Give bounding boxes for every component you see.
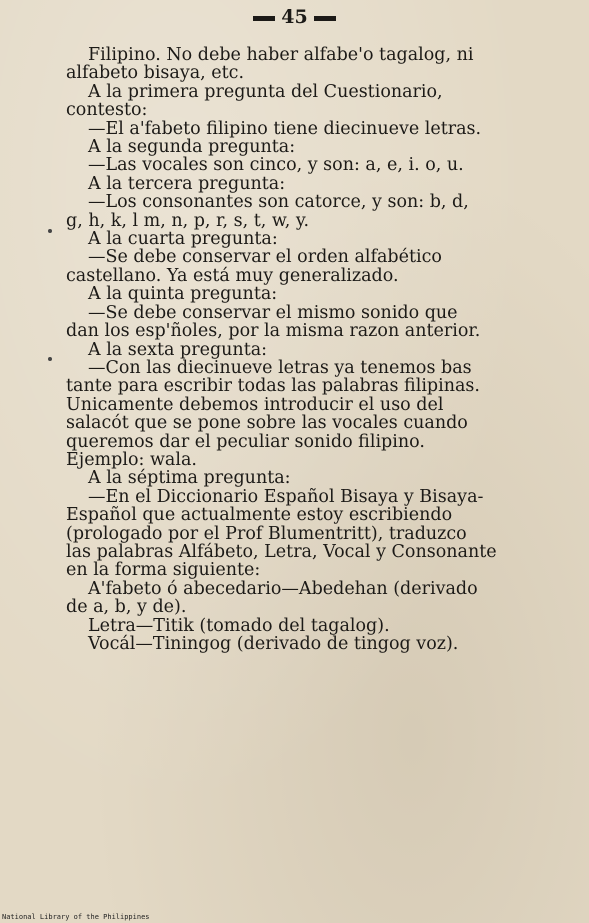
text-line: A la sexta pregunta: (88, 339, 268, 360)
text-line: Español que actualmente estoy escribiendo (66, 505, 453, 526)
text-line: A la primera pregunta del Cuestionario, (88, 81, 443, 102)
text-line: alfabeto bisaya, etc. (66, 63, 245, 84)
text-line: A la cuarta pregunta: (88, 229, 278, 250)
page-body (66, 46, 518, 653)
text-line: —Se debe conservar el mismo sonido que (88, 302, 458, 323)
margin-mark (48, 229, 52, 233)
library-credit: National Library of the Philippines (2, 913, 150, 921)
page-number: 45 (281, 6, 308, 28)
text-line: A la quinta pregunta: (88, 284, 278, 305)
text-line: —En el Diccionario Español Bisaya y Bisaya- (88, 486, 484, 507)
text-line: las palabras Alfábeto, Letra, Vocal y Consonante (66, 541, 497, 562)
text-line: Ejemplo: wala. (66, 449, 197, 470)
text-line: Unicamente debemos introducir el uso del (66, 394, 444, 415)
header-dash-left (253, 16, 275, 21)
margin-mark (48, 357, 52, 361)
page-header (0, 6, 589, 28)
text-line: dan los esp'ñoles, por la misma razon anterior. (66, 321, 481, 342)
text-line: —Los consonantes son catorce, y son: b, d, (88, 192, 469, 213)
text-line: —Se debe conservar el orden alfabético (88, 247, 442, 268)
text-line: Letra—Titik (tomado del tagalog). (88, 615, 390, 636)
text-line: Vocál—Tiningog (derivado de tingog voz). (88, 634, 459, 654)
text-line: tante para escribir todas las palabras filipinas. (66, 376, 480, 397)
text-line: salacót que se pone sobre las vocales cuando (66, 413, 468, 434)
text-line: —Las vocales son cinco, y son: a, e, i. o, u. (88, 155, 464, 176)
header-dash-right (314, 16, 336, 21)
text-line: castellano. Ya está muy generalizado. (66, 265, 399, 286)
text-line: en la forma siguiente: (66, 560, 261, 581)
text-line: Filipino. No debe haber alfabe'o tagalog, ni (88, 45, 474, 65)
text-line: (prologado por el Prof Blumentritt), traduzco (66, 523, 467, 544)
text-line: queremos dar el peculiar sonido filipino. (66, 431, 425, 452)
text-line: de a, b, y de). (66, 597, 187, 618)
text-line: contesto: (66, 100, 148, 121)
text-line: A la séptima pregunta: (88, 468, 291, 489)
text-line: —El a'fabeto filipino tiene diecinueve letras. (88, 118, 482, 139)
text-line: —Con las diecinueve letras ya tenemos bas (88, 357, 472, 378)
text-line: g, h, k, l m, n, p, r, s, t, w, y. (66, 210, 310, 231)
text-line: A la tercera pregunta: (88, 173, 286, 194)
text-line: A la segunda pregunta: (88, 137, 296, 158)
text-line: A'fabeto ó abecedario—Abedehan (derivado (88, 578, 478, 599)
